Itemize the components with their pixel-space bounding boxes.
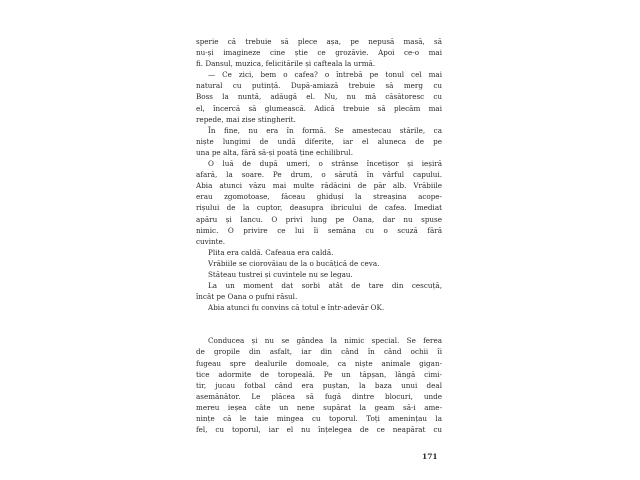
text-line: de gropile din asfalt, iar din când în când ochii îi [196,347,442,357]
text-line: nimic. O privire ce lui îi semăna cu o scuză fără [196,225,442,235]
text-line: Boss la nuntă, adăugă el. Nu, nu mă căsătoresc cu [196,92,442,102]
text-line: Vrăbiile se ciorovăiau de la o bucățică de ceva. [208,258,380,268]
text-line: niște lungimi de undă diferite, iar el aluneca de pe [196,136,442,146]
text-line: afară, la soare. Pe drum, o sărută în vârful capului. [196,170,442,180]
text-line: Stăteau tustrei și cuvintele nu se legau. [208,269,353,279]
text-line: una pe alta, fără să-și poată ține echilibrul. [196,147,353,157]
text-line: În fine, nu era în formă. Se amestecau stările, ca [208,125,442,135]
text-line: tir, jucau fotbal când era puștan, la baza unui deal [196,380,442,390]
text-line: tice adormite de toropeală. Pe un tăpșan, lângă cimi- [196,369,442,379]
page-number: 171 [422,452,438,461]
text-line: erau zgomotoase, făceau ghiduși la streașina acope- [196,192,442,202]
section-break [196,313,442,335]
dialogue-line: — Ce zici, bem o cafea? o întrebă pe tonul cel mai [208,70,442,80]
text-line: Abia atunci văzu mai multe rădăcini de păr alb. Vrăbiile [196,181,442,191]
text-line: mereu ieșea câte un nene supărat la geam să-i ame- [196,402,442,412]
text-line: nu-și imagineze cine știe ce grozăvie. Apoi ce-o mai [196,48,442,58]
text-line: La un moment dat sorbi atât de tare din cescuță, [208,281,442,291]
text-line: încât pe Oana o pufni râsul. [196,292,298,302]
text-line: rișului de la cuptor, deasupra ibricului de cafea. Imediat [196,203,442,213]
text-line: apăru și Iancu. O privi lung pe Oana, dar nu spuse [196,214,442,224]
text-line: O luă de după umeri, o strânse încetișor și ieșiră [208,159,442,169]
text-line: asemănător. Le plăcea să fugă dintre blocuri, unde [196,391,442,401]
text-line: cuvinte. [196,236,226,246]
text-line: fel, cu toporul, iar el nu înțelegea de ce neapărat cu [196,425,442,435]
page-text [196,36,442,435]
text-line: natural cu putință. După-amiază trebuie să merg cu [196,81,442,91]
text-line: nințe că le taie mingea cu toporul. Toți amenințau la [196,414,442,423]
text-line: repede, mai zise stingherit. [196,114,296,124]
text-line: fi. Dansul, muzica, felicitările și cafteala la urmă. [196,59,376,69]
text-line: fugeau spre dealurile domoale, ca niște animale gigan- [196,358,442,368]
text-line: Conducea și nu se gândea la nimic special. Se ferea [208,336,442,346]
text-line: sperie că trebuie să plece așa, pe nepusă masă, să [196,37,442,46]
text-line: el, încercă să glumească. Adică trebuie să plecăm mai [196,103,442,113]
text-line: Abia atunci fu convins că totul e într-adevăr OK. [208,303,385,313]
text-line: Plita era caldă. Cafeaua era caldă. [208,247,334,257]
